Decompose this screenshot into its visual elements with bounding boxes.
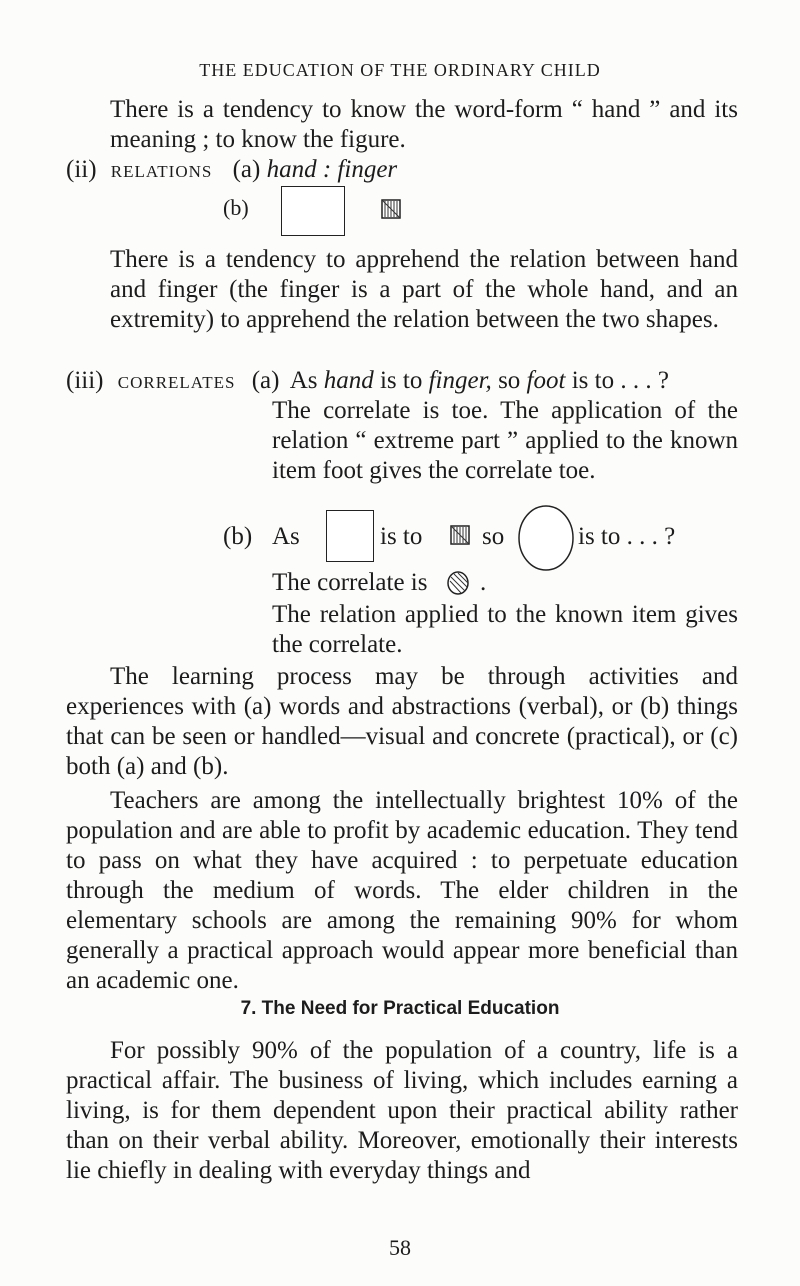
running-head: THE EDUCATION OF THE ORDINARY CHILD [199,60,601,80]
correlates-b-tail: is to . . . ? [578,523,676,550]
correlates-a-is-to: is to [379,367,423,394]
correlates-a-marker: (a) [251,367,280,394]
large-square-icon [281,186,345,236]
small-hatched-square-icon [450,525,470,545]
correlates-a-hand: hand [323,367,374,394]
section-heading: 7. The Need for Practical Education [240,998,560,1019]
learning-paragraph: The learning process may be through activities and experiences with (a) words and abstractions (verbal), or (b) things that can be seen or handled—visual and concrete (practical), or (c) both (a) and (b). [66,663,738,780]
correlates-a-finger: finger, [428,367,492,394]
relations-label: relations [110,157,213,183]
intro-paragraph: There is a tendency to know the word-form “ hand ” and its meaning ; to know the figure. [110,96,738,153]
correlates-line-a [66,366,669,396]
correlates-b-period: . [480,569,487,596]
correlates-b-correlate-text: The correlate is [272,569,428,596]
correlates-a-tail: is to . . . ? [571,367,669,394]
large-square-icon [326,510,374,562]
relations-line-a [66,155,397,185]
correlates-b-correlate-line [272,568,427,598]
teachers-paragraph: Teachers are among the intellectually brightest 10% of the population and are able to profit by academic education. They tend to pass on what they have acquired : to perpetuate education through the medium of words. The elder children in the elementary schools are among the remaining 90% for whom generally a practical approach would appear more beneficial than an academic one. [66,787,738,994]
relations-a-marker: (a) [232,156,261,183]
correlates-b-as: As [272,523,300,550]
circle-icon [516,502,576,574]
page-number: 58 [389,1235,411,1260]
correlates-a-so: so [498,367,521,394]
relations-b-marker: (b) [223,195,249,220]
correlates-number: (iii) [66,367,104,394]
correlates-a-paragraph: The correlate is toe. The application of the relation “ extreme part ” applied to the known item foot gives the correlate toe. [272,397,738,484]
correlates-a-foot: foot [526,367,566,394]
correlates-b-paragraph: The relation applied to the known item gives the correlate. [272,601,738,658]
relations-a-text: hand : finger [266,156,398,183]
correlates-a-as: As [289,367,318,394]
small-hatched-circle-icon [446,570,470,596]
practical-paragraph: For possibly 90% of the population of a country, life is a practical affair. The business of living, which includes earning a living, is for them dependent upon their practical ability rather than on their verbal ability. Moreover, emotionally their interests lie chiefly in dealing with everyday things and [66,1037,738,1184]
correlates-b-is-to: is to [380,523,423,550]
correlates-label: correlates [117,368,236,394]
correlates-b-so: so [482,523,505,550]
small-hatched-square-icon [381,199,401,219]
relations-number: (ii) [66,156,97,183]
relations-paragraph: There is a tendency to apprehend the relation between hand and finger (the finger is a part of the whole hand, and an extremity) to apprehend the relation between the two shapes. [110,246,738,333]
correlates-b-marker: (b) [223,523,253,550]
